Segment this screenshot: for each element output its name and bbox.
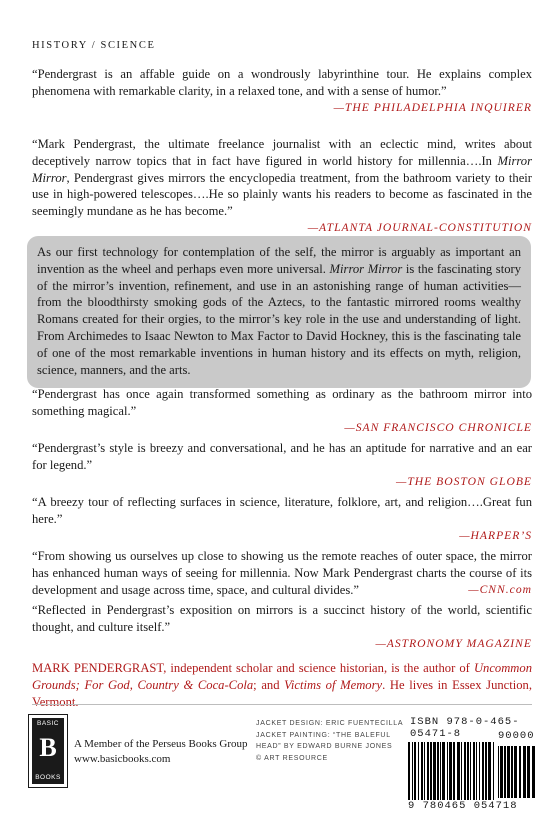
barcode-bar [467, 742, 469, 800]
book-description-box [27, 236, 531, 388]
barcode-bar [493, 742, 494, 800]
price-barcode [498, 746, 538, 798]
barcode-bar [488, 742, 491, 800]
publisher-logo [28, 714, 68, 788]
quote-source: —ATLANTA JOURNAL-CONSTITUTION [307, 220, 532, 234]
quote-source: —HARPER’S [459, 528, 532, 542]
book-title: Mirror Mirror [329, 261, 403, 276]
barcode-bar [527, 746, 530, 798]
barcode-bar [473, 742, 475, 800]
barcode-bar [447, 742, 448, 800]
book-title: Victims of Memory [284, 678, 383, 692]
quote-philadelphia-inquirer [32, 66, 532, 116]
barcode-bar [519, 746, 521, 798]
barcode-bar [500, 746, 503, 798]
logo-bottom-text: BOOKS [35, 774, 61, 781]
bio-text: MARK PENDERGRAST, independent scholar and science historian, is the author of [32, 661, 474, 675]
quote-atlanta-journal [32, 136, 532, 237]
barcode-bar [437, 742, 439, 800]
barcode-bar [507, 746, 510, 798]
barcode-bar [421, 742, 423, 800]
quote-source: —CNN.com [468, 582, 532, 596]
barcode-bar [504, 746, 506, 798]
jacket-credits [256, 718, 403, 764]
barcode-bar [440, 742, 441, 800]
quote-text: “A breezy tour of reflecting surfaces in science, literature, folklore, art, and religion….Great fun here.” [32, 495, 532, 526]
barcode-bar [464, 742, 466, 800]
credit-line: JACKET PAINTING: “THE BALEFUL [256, 731, 391, 739]
description-text: As our first technology for contemplation of the self, the mirror is arguably as important an invention as the wheel and perhaps even more universal. [37, 245, 521, 276]
quote-astronomy-magazine [32, 602, 532, 652]
quote-source: —THE PHILADELPHIA INQUIRER [333, 100, 532, 114]
barcode-bar [476, 742, 477, 800]
quote-text-part: , Pendergrast gives mirrors the encyclopedia treatment, from the bathroom variety to their use in high-powered telescopes….He so plainly wants his readers to become as fascinated in the seemingly mundane as he has become.” [32, 170, 532, 219]
barcode-price-code: 90000 [498, 730, 535, 742]
description-text: is the fascinating story of the mirror’s invention, refinement, and use in an astonishing range of human activities—from the bloodthirsty smoking gods of the Aztecs, to the fantastic mirrored rooms wealthy Romans created for their orgies, to the mirror’s key role in the use and understanding of light. From Archimedes to Isaac Newton to Max Factor to David Hockney, this is the fascinating tale of one of the most remarkable inventions in human history and its effects on myth, religion, science, manners, and the arts. [37, 261, 521, 377]
barcode-bar [482, 742, 484, 800]
barcode-bar [424, 742, 425, 800]
credit-line: HEAD” BY EDWARD BURNE JONES [256, 743, 393, 750]
barcode-bar [453, 742, 455, 800]
quote-boston-globe [32, 440, 532, 490]
barcode-number: 9 780465 054718 [408, 800, 518, 812]
barcode-bar [430, 742, 432, 800]
barcode-bar [412, 742, 413, 800]
book-title: Uncommon Grounds; For God, Country & Coca-Cola [32, 661, 532, 692]
quote-text: “From showing us ourselves up close to showing us the remote reaches of outer space, the mirror has enhanced human ways of seeing for millennia. Now Mark Pendergrast charts the course of its development and usage across time, space, and cultural divides.” [32, 549, 532, 597]
quote-source: —ASTRONOMY MAGAZINE [375, 636, 532, 650]
category-label: HISTORY / SCIENCE [32, 40, 156, 51]
barcode-bar [479, 742, 480, 800]
quote-source: —THE BOSTON GLOBE [396, 474, 532, 488]
barcode-bar [511, 746, 513, 798]
barcode-bar [461, 742, 462, 800]
publisher-group: A Member of the Perseus Books Group [74, 738, 248, 750]
quote-san-francisco-chronicle [32, 386, 532, 436]
quote-source: —SAN FRANCISCO CHRONICLE [344, 420, 532, 434]
publisher-info [74, 737, 248, 767]
bio-text: ; and [253, 678, 285, 692]
quote-text: “Reflected in Pendergrast’s exposition on mirrors is a succinct history of the world, scientific thought, and culture itself.” [32, 603, 532, 634]
barcode-bar [414, 742, 416, 800]
quote-text-part: “Mark Pendergrast, the ultimate freelance journalist with an eclectic mind, writes about deceptively narrow topics that in fact have figured in world history for millennia….In [32, 137, 532, 168]
book-title: Mirror Mirror [32, 153, 532, 185]
barcode-bar [449, 742, 452, 800]
barcode-bar [470, 742, 471, 800]
bio-text: . He lives in Essex Junction, Vermont. [32, 678, 532, 709]
isbn-barcode [408, 742, 496, 800]
quote-cnn [32, 548, 532, 598]
barcode-bar [427, 742, 429, 800]
publisher-website: www.basicbooks.com [74, 753, 171, 765]
quote-harpers [32, 494, 532, 544]
credit-line: © ART RESOURCE [256, 754, 328, 762]
barcode-bar [532, 746, 535, 798]
divider [32, 704, 532, 705]
isbn-label: ISBN 978-0-465-05471-8 [410, 716, 520, 740]
logo-letter: B [39, 733, 57, 762]
barcode-bar [418, 742, 419, 800]
barcode-bar [457, 742, 460, 800]
quote-text: “Pendergrast has once again transformed something as ordinary as the bathroom mirror into something magical.” [32, 387, 532, 418]
barcode-bar [485, 742, 487, 800]
quote-text: “Pendergrast is an affable guide on a wondrously labyrinthine tour. He explains complex phenomena with remarkable clarity, in a relaxed tone, and with a sense of humor.” [32, 67, 532, 98]
barcode-bar [408, 742, 410, 800]
logo-top-text: BASIC [36, 720, 59, 727]
quote-text: “Pendergrast’s style is breezy and conversational, and he has an aptitude for narrative and an ear for legend.” [32, 441, 532, 472]
barcode-bar [514, 746, 517, 798]
barcode-bar [442, 742, 445, 800]
barcode-bar [523, 746, 526, 798]
credit-line: JACKET DESIGN: ERIC FUENTECILLA [256, 720, 404, 727]
quote-text [32, 136, 532, 220]
barcode-bar [498, 746, 499, 798]
barcode-bar [433, 742, 436, 800]
